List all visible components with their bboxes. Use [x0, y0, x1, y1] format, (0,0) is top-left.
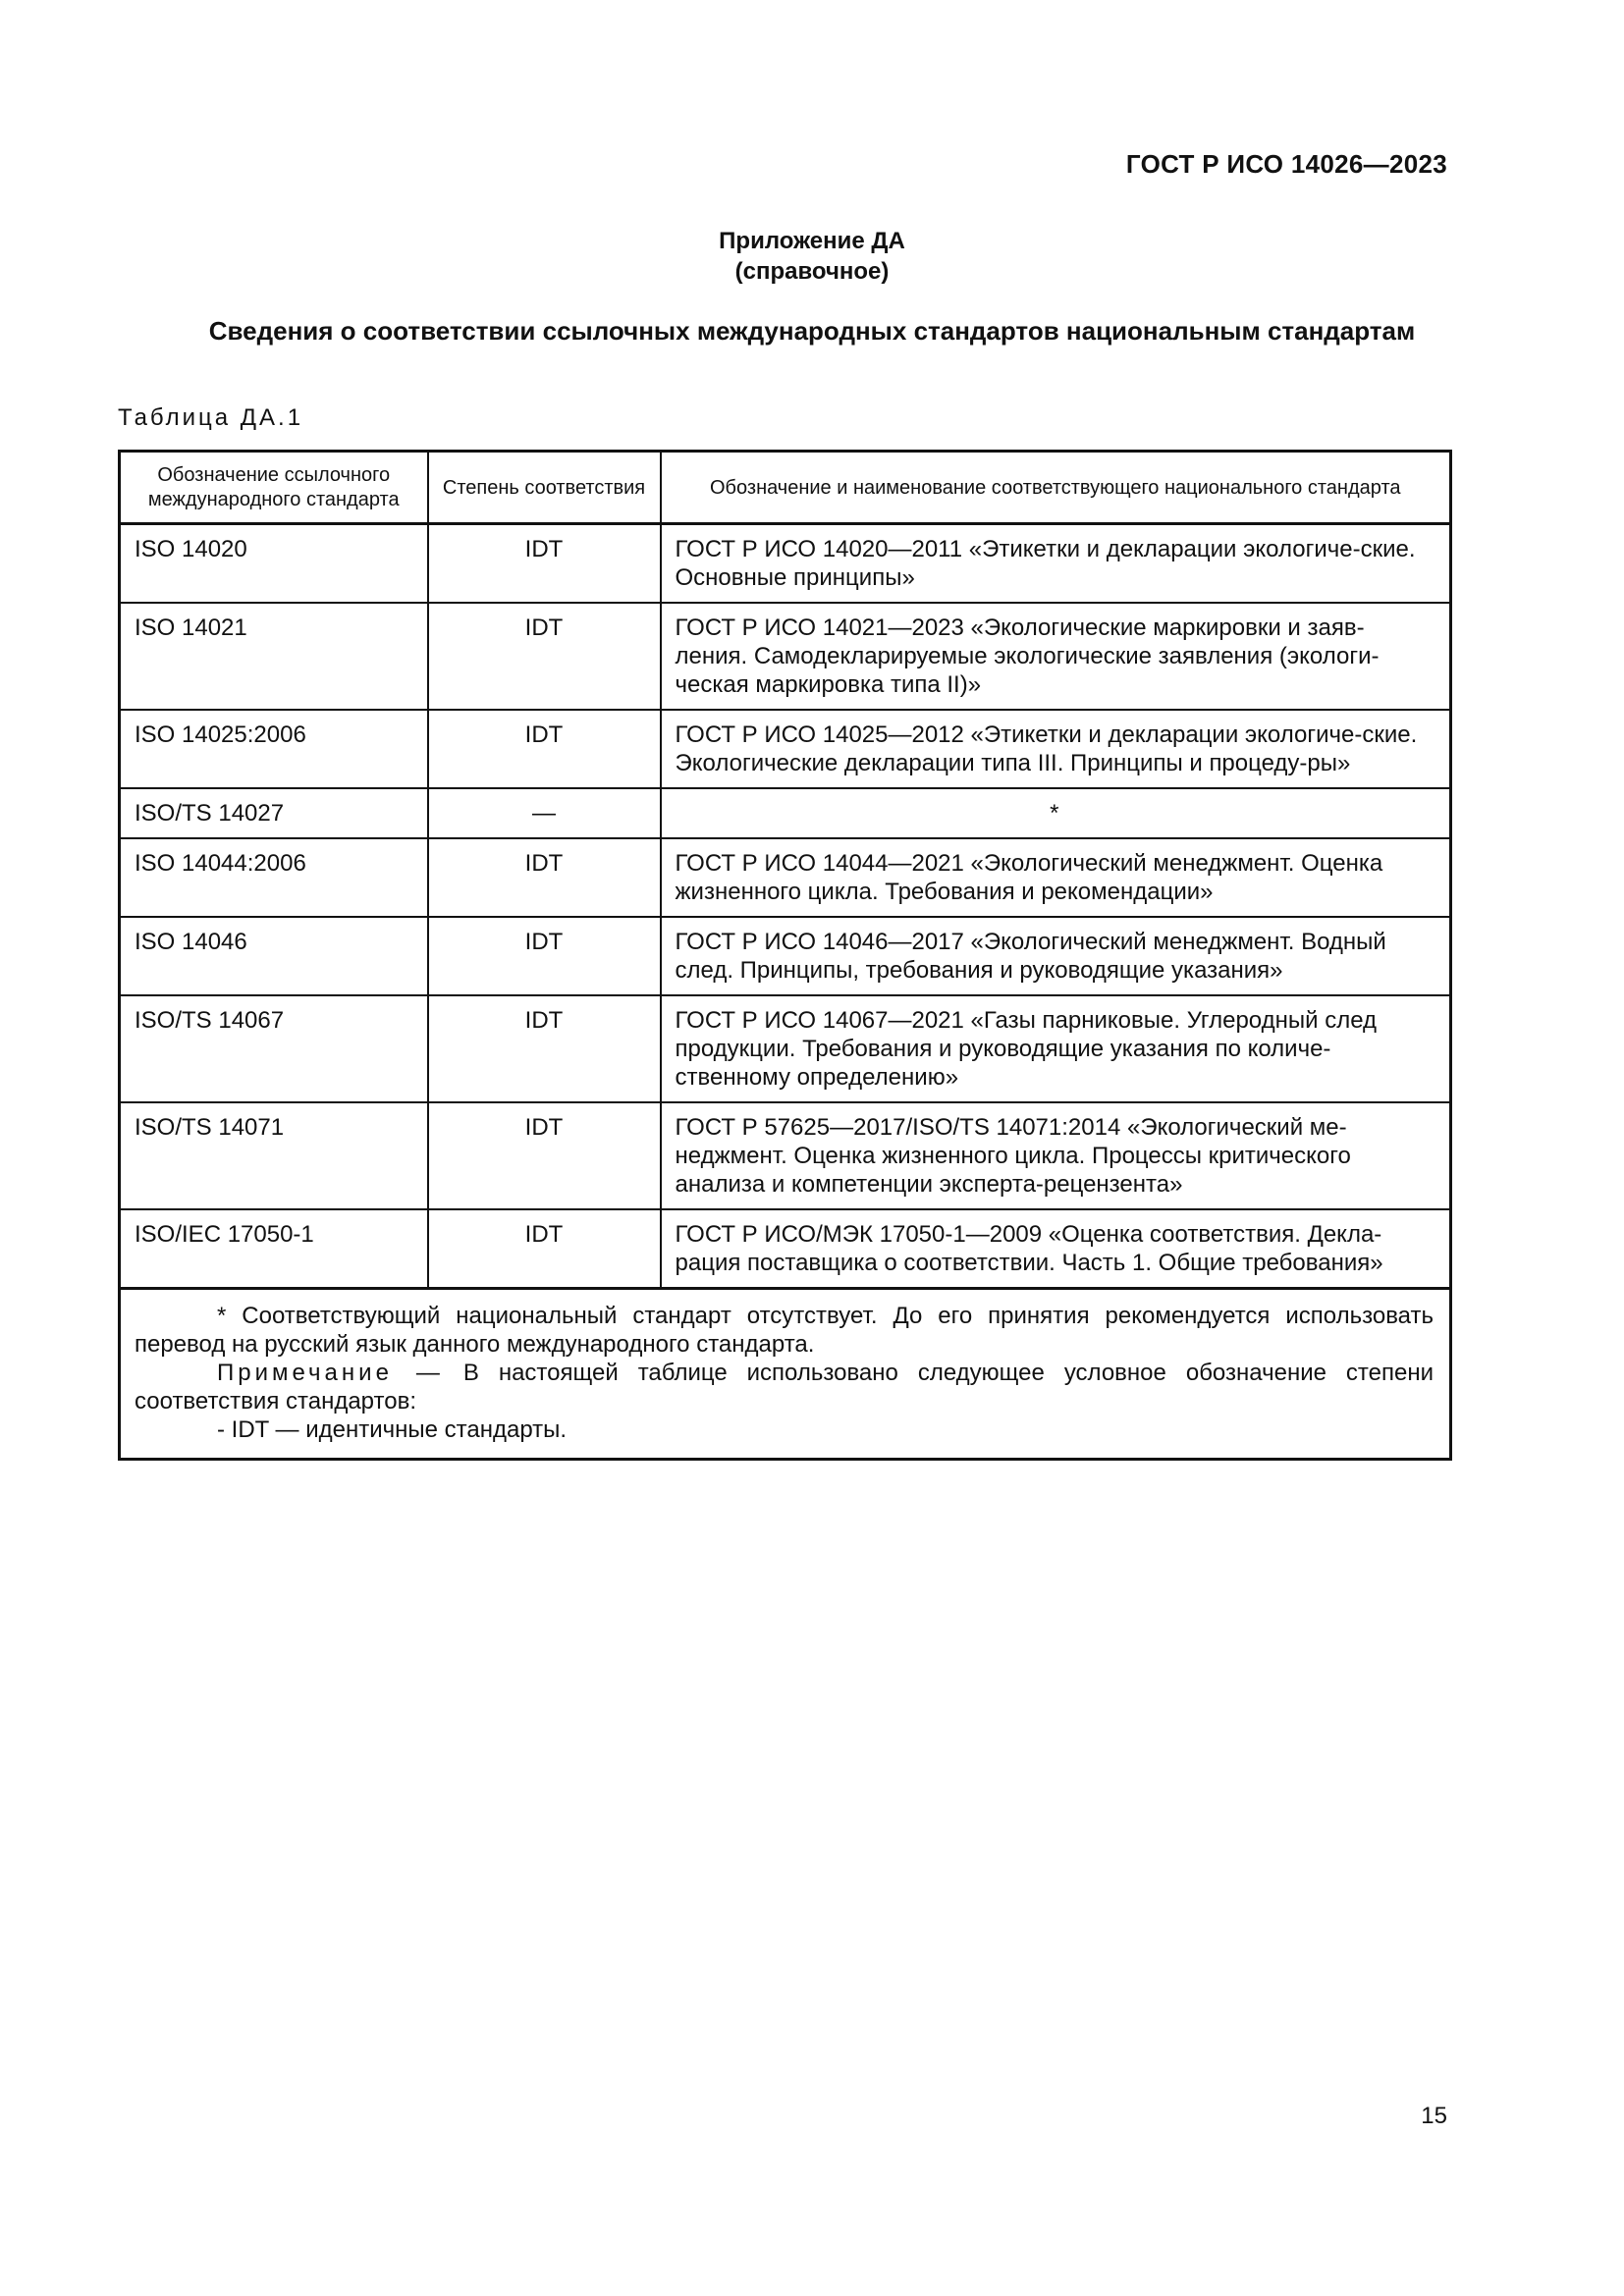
appendix-subtitle: (справочное) [734, 258, 890, 285]
cell-national: ГОСТ Р ИСО 14046—2017 «Экологический менеджмент. Водный след. Принципы, требования и руководящие указания» [661, 917, 1451, 995]
cell-code: ISO/TS 14071 [120, 1102, 428, 1209]
cell-degree: IDT [428, 1209, 661, 1289]
page-number: 15 [1421, 2103, 1447, 2129]
appendix-heading [0, 226, 1624, 287]
table-row [120, 710, 1451, 788]
cell-degree: IDT [428, 710, 661, 788]
cell-national: ГОСТ Р ИСО 14021—2023 «Экологические маркировки и заяв-ления. Самодекларируемые экологические заявления (экологи-ческая маркировка типа II)» [661, 603, 1451, 710]
note-label: Примечание — [217, 1360, 444, 1386]
cell-national: * [661, 788, 1451, 838]
table-footnote [120, 1289, 1451, 1460]
footnote-note [135, 1359, 1434, 1415]
table-footnote-row [120, 1289, 1451, 1460]
cell-code: ISO 14020 [120, 524, 428, 604]
cell-national: ГОСТ Р ИСО/МЭК 17050-1—2009 «Оценка соответствия. Декла-рация поставщика о соответствии. Часть 1. Общие требования» [661, 1209, 1451, 1289]
main-title: Сведения о соответствии ссылочных международных стандартов национальным стандартам [208, 316, 1416, 346]
cell-degree: IDT [428, 995, 661, 1102]
table-row [120, 788, 1451, 838]
column-header-national: Обозначение и наименование соответствующего национального стандарта [661, 452, 1451, 524]
cell-national: ГОСТ Р ИСО 14067—2021 «Газы парниковые. Углеродный след продукции. Требования и руководящие указания по количе-ственному определению» [661, 995, 1451, 1102]
table-row [120, 917, 1451, 995]
cell-code: ISO 14044:2006 [120, 838, 428, 917]
table-row [120, 603, 1451, 710]
cell-degree: IDT [428, 603, 661, 710]
cell-national: ГОСТ Р ИСО 14044—2021 «Экологический менеджмент. Оценка жизненного цикла. Требования и рекомендации» [661, 838, 1451, 917]
cell-degree: IDT [428, 838, 661, 917]
cell-code: ISO 14021 [120, 603, 428, 710]
cell-national: ГОСТ Р ИСО 14020—2011 «Этикетки и декларации экологиче-ские. Основные принципы» [661, 524, 1451, 604]
footnote-asterisk: * Соответствующий национальный стандарт отсутствует. До его принятия рекомендуется использовать перевод на русский язык данного международного стандарта. [135, 1303, 1434, 1358]
note-text: В настоящей таблице использовано следующее условное обозначение степени соответствия стандартов: [135, 1360, 1434, 1415]
cell-degree: IDT [428, 524, 661, 604]
column-header-degree: Степень соответствия [428, 452, 661, 524]
table-caption: Таблица ДА.1 [118, 404, 304, 431]
table-row [120, 838, 1451, 917]
cell-code: ISO 14046 [120, 917, 428, 995]
table-row [120, 1102, 1451, 1209]
footnote-legend: - IDT — идентичные стандарты. [217, 1416, 568, 1443]
cell-code: ISO/TS 14067 [120, 995, 428, 1102]
table-row [120, 1209, 1451, 1289]
cell-national: ГОСТ Р 57625—2017/ISO/TS 14071:2014 «Экологический ме-неджмент. Оценка жизненного цикла. Процессы критического анализа и компетенции эксперта-рецензента» [661, 1102, 1451, 1209]
table-row [120, 524, 1451, 604]
appendix-title: Приложение ДА [719, 228, 905, 254]
correspondence-table [118, 450, 1452, 1461]
cell-national: ГОСТ Р ИСО 14025—2012 «Этикетки и декларации экологиче-ские. Экологические декларации типа III. Принципы и процеду-ры» [661, 710, 1451, 788]
cell-degree: IDT [428, 917, 661, 995]
table-row [120, 995, 1451, 1102]
cell-degree: — [428, 788, 661, 838]
cell-code: ISO/IEC 17050-1 [120, 1209, 428, 1289]
cell-degree: IDT [428, 1102, 661, 1209]
cell-code: ISO/TS 14027 [120, 788, 428, 838]
cell-code: ISO 14025:2006 [120, 710, 428, 788]
table-header-row [120, 452, 1451, 524]
column-header-code: Обозначение ссылочного международного стандарта [120, 452, 428, 524]
document-number-header: ГОСТ Р ИСО 14026—2023 [1125, 149, 1447, 179]
